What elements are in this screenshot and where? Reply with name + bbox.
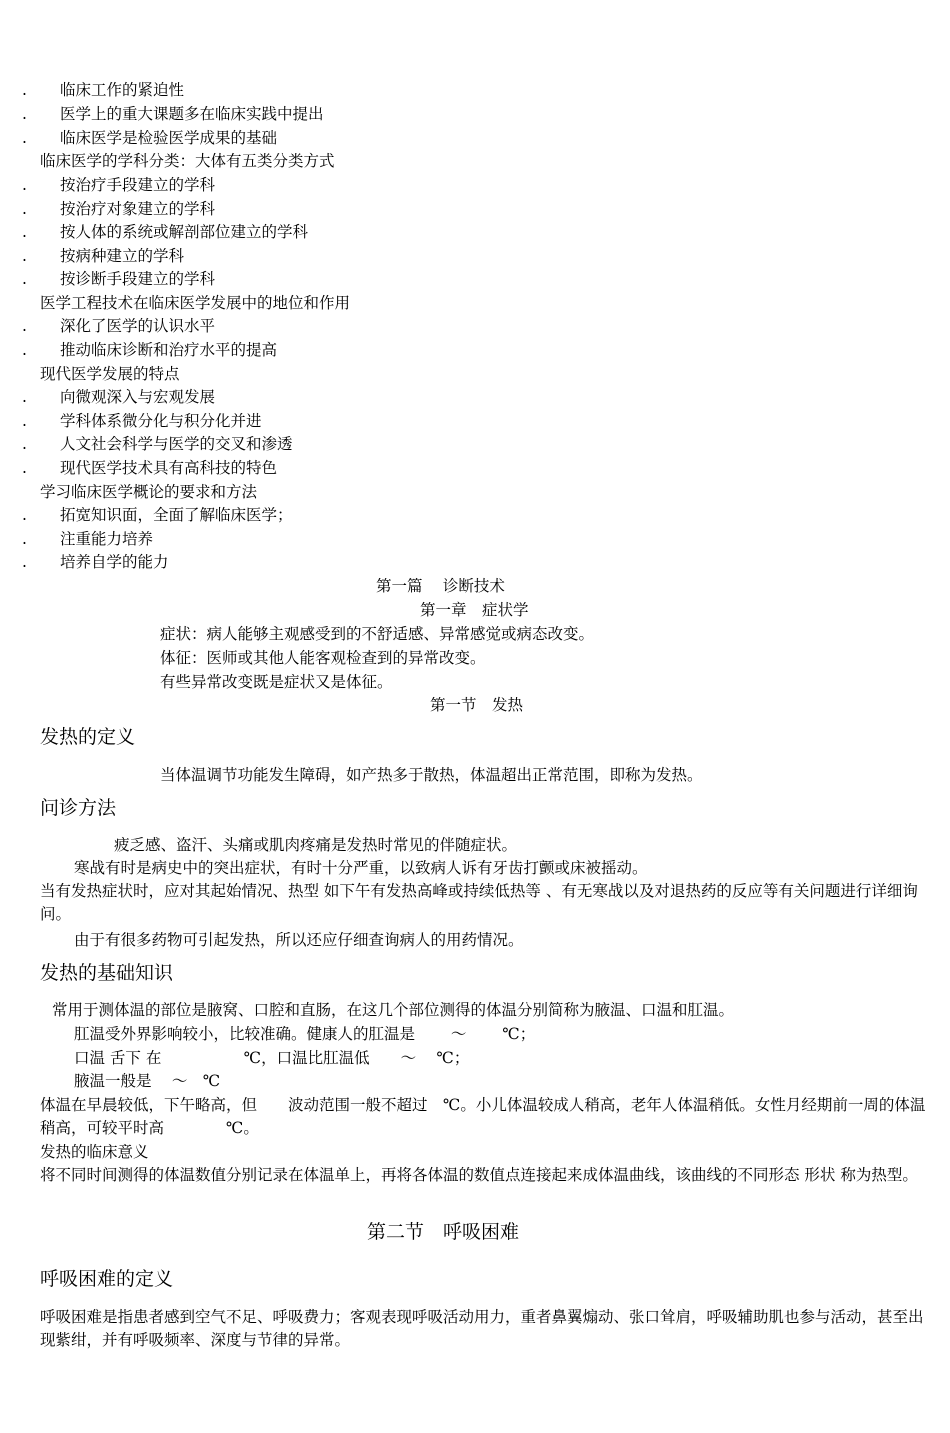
subheading: 发热的临床意义 — [40, 1143, 149, 1161]
bullet: . — [22, 200, 27, 218]
definition-both: 有些异常改变既是症状又是体征。 — [160, 673, 393, 691]
basics-paragraph: 口温 舌下 在 ℃，口温比肛温低 ～ ℃； — [74, 1049, 470, 1067]
heading-inquiry: 问诊方法 — [40, 797, 117, 819]
bullet: . — [22, 270, 27, 288]
basics-paragraph: 体温在早晨较低，下午略高，但 波动范围一般不超过 ℃。小儿体温较成人稍高，老年人体温稍低。女性月经期前一周的体温稍高，可较平时高 ℃。 — [40, 1096, 926, 1137]
list-item: 按治疗手段建立的学科 — [60, 176, 216, 194]
subheading: 现代医学发展的特点 — [40, 365, 180, 383]
list-item: 按诊断手段建立的学科 — [60, 270, 216, 288]
basics-paragraph: 腋温一般是 ～ ℃ — [74, 1072, 221, 1090]
list-item: 临床医学是检验医学成果的基础 — [60, 129, 278, 147]
bullet: . — [22, 459, 27, 477]
list-item: 按治疗对象建立的学科 — [60, 200, 216, 218]
bullet: . — [22, 247, 27, 265]
list-item: 学科体系微分化与积分化并进 — [60, 412, 262, 430]
list-item: 现代医学技术具有高科技的特色 — [60, 459, 278, 477]
subheading: 学习临床医学概论的要求和方法 — [40, 483, 258, 501]
inquiry-paragraph: 由于有很多药物可引起发热，所以还应仔细查询病人的用药情况。 — [74, 931, 524, 949]
list-item: 医学上的重大课题多在临床实践中提出 — [60, 105, 324, 123]
section-title: 第一节 发热 — [430, 696, 524, 714]
list-item: 注重能力培养 — [60, 530, 154, 548]
heading-dyspnea-definition: 呼吸困难的定义 — [40, 1268, 174, 1290]
basics-paragraph: 肛温受外界影响较小，比较准确。健康人的肛温是 ～ ℃； — [74, 1025, 536, 1043]
bullet: . — [22, 176, 27, 194]
subheading: 医学工程技术在临床医学发展中的地位和作用 — [40, 294, 351, 312]
bullet: . — [22, 553, 27, 571]
list-item: 推动临床诊断和治疗水平的提高 — [60, 341, 278, 359]
part-title: 第一篇 诊断技术 — [376, 577, 505, 595]
dyspnea-definition-text: 呼吸困难是指患者感到空气不足、呼吸费力；客观表现呼吸活动用力，重者鼻翼煽动、张口耸肩，呼吸辅助肌也参与活动，甚至出现紫绀，并有呼吸频率、深度与节律的异常。 — [40, 1308, 924, 1349]
fever-definition-text: 当体温调节功能发生障碍，如产热多于散热，体温超出正常范围，即称为发热。 — [160, 766, 703, 784]
list-item: 培养自学的能力 — [60, 553, 169, 571]
heading-fever-basics: 发热的基础知识 — [40, 962, 174, 984]
clinical-paragraph: 将不同时间测得的体温数值分别记录在体温单上，再将各体温的数值点连接起来成体温曲线，该曲线的不同形态 形状 称为热型。 — [40, 1166, 918, 1184]
bullet: . — [22, 341, 27, 359]
bullet: . — [22, 506, 27, 524]
bullet: . — [22, 129, 27, 147]
list-item: 临床工作的紧迫性 — [60, 81, 185, 99]
subheading: 临床医学的学科分类：大体有五类分类方式 — [40, 152, 335, 170]
list-item: 深化了医学的认识水平 — [60, 317, 216, 335]
list-item: 向微观深入与宏观发展 — [60, 388, 216, 406]
bullet: . — [22, 388, 27, 406]
definition-sign: 体征：医师或其他人能客观检查到的异常改变。 — [160, 649, 486, 667]
bullet: . — [22, 223, 27, 241]
bullet: . — [22, 530, 27, 548]
inquiry-paragraph: 寒战有时是病史中的突出症状，有时十分严重，以致病人诉有牙齿打颤或床被摇动。 — [74, 859, 648, 877]
bullet: . — [22, 412, 27, 430]
bullet: . — [22, 81, 27, 99]
definition-symptom: 症状：病人能够主观感受到的不舒适感、异常感觉或病态改变。 — [160, 625, 595, 643]
list-item: 拓宽知识面，全面了解临床医学； — [60, 506, 293, 524]
inquiry-paragraph: 当有发热症状时，应对其起始情况、热型 如下午有发热高峰或持续低热等 、有无寒战以及对退热药的反应等有关问题进行详细询问。 — [40, 882, 918, 923]
bullet: . — [22, 105, 27, 123]
list-item: 人文社会科学与医学的交叉和渗透 — [60, 435, 293, 453]
chapter-title: 第一章 症状学 — [420, 601, 529, 619]
section-title: 第二节 呼吸困难 — [367, 1221, 520, 1243]
inquiry-paragraph: 疲乏感、盗汗、头痛或肌肉疼痛是发热时常见的伴随症状。 — [114, 836, 518, 854]
bullet: . — [22, 317, 27, 335]
heading-fever-definition: 发热的定义 — [40, 726, 136, 748]
bullet: . — [22, 435, 27, 453]
list-item: 按人体的系统或解剖部位建立的学科 — [60, 223, 309, 241]
basics-paragraph: 常用于测体温的部位是腋窝、口腔和直肠，在这几个部位测得的体温分别简称为腋温、口温和肛温。 — [52, 1001, 735, 1019]
list-item: 按病种建立的学科 — [60, 247, 185, 265]
